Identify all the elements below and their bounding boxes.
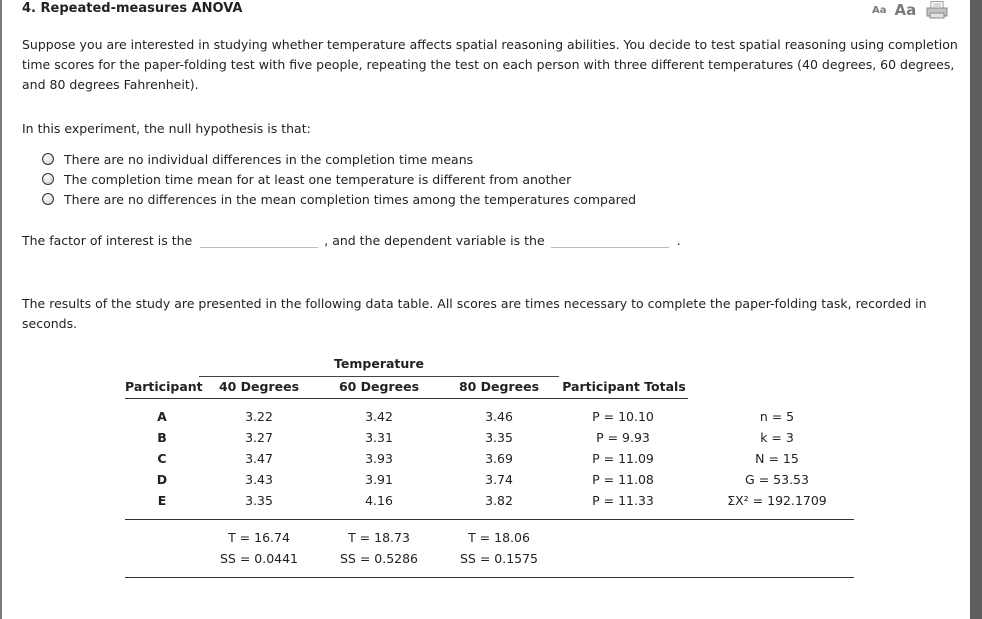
summary-stat: k = 3	[760, 430, 794, 445]
option-label: There are no individual differences in the completion time means	[64, 151, 474, 167]
participant-id: C	[157, 451, 167, 466]
cell-60: 4.16	[365, 493, 393, 508]
body-rule	[125, 519, 854, 520]
factor-text-end: .	[676, 232, 681, 248]
participant-id: A	[157, 409, 167, 424]
option-label: The completion time mean for at least one temperature is different from another	[64, 171, 572, 187]
left-border	[0, 0, 2, 619]
option-at-least-one-differs[interactable]	[42, 169, 636, 189]
cell-60: 3.31	[365, 430, 393, 445]
radio-button[interactable]	[42, 173, 54, 185]
factor-text-middle: , and the dependent variable is the	[324, 232, 545, 248]
toolbar	[872, 0, 946, 20]
column-SS: SS = 0.0441	[219, 551, 299, 566]
cell-80: 3.35	[485, 430, 513, 445]
participant-total: P = 11.33	[592, 493, 654, 508]
factor-text-before: The factor of interest is the	[22, 232, 193, 248]
column-SS: SS = 0.1575	[459, 551, 539, 566]
participant-header: Participant	[125, 379, 203, 394]
col-40-header: 40 Degrees	[218, 379, 300, 394]
cell-40: 3.43	[245, 472, 273, 487]
factor-sentence	[22, 230, 681, 250]
cell-40: 3.47	[245, 451, 273, 466]
cell-80: 3.69	[485, 451, 513, 466]
summary-stat: G = 53.53	[745, 472, 809, 487]
radio-button[interactable]	[42, 193, 54, 205]
bottom-rule	[125, 577, 854, 578]
column-total-T: T = 16.74	[228, 530, 290, 545]
cell-80: 3.46	[485, 409, 513, 424]
col-80-header: 80 Degrees	[458, 379, 540, 394]
participant-id: D	[156, 472, 168, 487]
participant-totals-header: Participant Totals	[562, 379, 686, 394]
header-rule	[125, 398, 688, 399]
factor-of-interest-dropdown[interactable]	[200, 233, 318, 248]
cell-60: 3.91	[365, 472, 393, 487]
dependent-variable-dropdown[interactable]	[551, 233, 669, 248]
participant-total: P = 11.09	[592, 451, 654, 466]
option-label: There are no differences in the mean completion times among the temperatures compared	[64, 191, 637, 207]
cell-40: 3.27	[245, 430, 273, 445]
group-header-rule	[199, 376, 559, 377]
question-title: 4. Repeated-measures ANOVA	[22, 1, 243, 16]
radio-button[interactable]	[42, 153, 54, 165]
cell-40: 3.22	[245, 409, 273, 424]
column-total-T: T = 18.06	[468, 530, 530, 545]
summary-stat: N = 15	[755, 451, 799, 466]
column-SS: SS = 0.5286	[339, 551, 419, 566]
summary-stat: ΣX² = 192.1709	[727, 493, 827, 508]
cell-60: 3.93	[365, 451, 393, 466]
participant-id: E	[157, 493, 167, 508]
font-large-button[interactable]: Aa	[894, 1, 917, 19]
option-no-differences-among-temperatures[interactable]	[42, 189, 636, 209]
null-hypothesis-prompt: In this experiment, the null hypothesis is that:	[22, 121, 311, 136]
cell-60: 3.42	[365, 409, 393, 424]
font-small-button[interactable]: Aa	[872, 4, 887, 16]
col-60-header: 60 Degrees	[338, 379, 420, 394]
option-no-individual-differences[interactable]	[42, 149, 636, 169]
temperature-group-header: Temperature	[334, 356, 424, 371]
results-intro: The results of the study are presented in the following data table. All scores are times necessary to complete the paper-folding task, recorded in seconds.	[22, 296, 927, 331]
right-scroll-edge[interactable]	[970, 0, 982, 619]
cell-80: 3.74	[485, 472, 513, 487]
participant-total: P = 10.10	[592, 409, 654, 424]
cell-40: 3.35	[245, 493, 273, 508]
column-total-T: T = 18.73	[348, 530, 410, 545]
summary-stat: n = 5	[759, 409, 795, 424]
intro-paragraph: Suppose you are interested in studying whether temperature affects spatial reasoning abilities. You decide to test spatial reasoning using completion time scores for the paper-folding test with five people, repeating the test on each person with three different temperatures (40 degrees, 60 degrees, and 80 degrees Fahrenheit).	[22, 37, 958, 92]
participant-id: B	[157, 430, 167, 445]
null-hypothesis-options	[42, 149, 636, 209]
participant-total: P = 9.93	[596, 430, 650, 445]
participant-total: P = 11.08	[592, 472, 654, 487]
print-icon[interactable]	[926, 1, 946, 19]
cell-80: 3.82	[485, 493, 513, 508]
